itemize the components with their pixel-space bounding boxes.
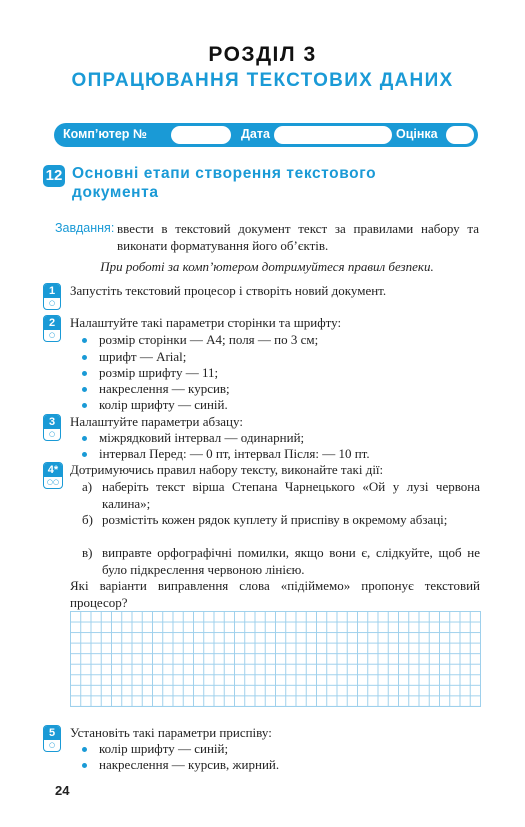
answer-grid[interactable] xyxy=(70,611,481,707)
safety-note: При роботі за комп’ютером дотримуйтеся правил безпеки. xyxy=(100,259,434,274)
page-number: 24 xyxy=(55,783,70,798)
lesson-title: Основні етапи створення текстового документа xyxy=(72,165,377,201)
list-item: накреслення — курсив, жирний. xyxy=(82,757,279,774)
list-item: колір шрифту — синій; xyxy=(82,741,228,758)
list-item: шрифт — Arial; xyxy=(82,349,186,366)
list-item: міжрядковий інтервал — одинарний; xyxy=(82,430,304,447)
sub-item-letter: б) xyxy=(82,512,93,527)
bullet-icon xyxy=(82,747,87,752)
sub-item-letter: а) xyxy=(82,479,93,494)
task-label: Завдання: xyxy=(55,221,115,235)
step-1-badge xyxy=(43,283,61,310)
bullet-icon xyxy=(82,452,87,457)
circle-icon: ○○ xyxy=(46,478,60,486)
bullet-icon xyxy=(82,355,87,360)
step-2-text: Налаштуйте такі параметри сторінки та шрифту: xyxy=(70,315,342,330)
bullet-icon xyxy=(82,403,87,408)
computer-label: Комп’ютер № xyxy=(63,127,147,141)
step-1-text: Запустіть текстовий процесор і створіть новий документ. xyxy=(70,283,387,298)
list-item: розмір шрифту — 11; xyxy=(82,365,218,382)
step-5-number: 5 xyxy=(44,726,60,740)
date-field[interactable] xyxy=(274,126,392,144)
section-heading: РОЗДІЛ 3 xyxy=(208,43,317,66)
list-item: колір шрифту — синій. xyxy=(82,397,228,414)
list-item: інтервал Перед: — 0 пт, інтервал Після: — 10 пт. xyxy=(82,446,370,463)
step-5-text: Установіть такі параметри приспіву: xyxy=(70,725,272,740)
sub-item-text: розмістіть кожен рядок куплету й приспіву в окремому абзаці; xyxy=(102,512,448,527)
step-5-badge xyxy=(43,725,61,752)
sub-item-letter: в) xyxy=(82,545,93,560)
grade-label: Оцінка xyxy=(396,127,438,141)
sub-item-text: наберіть текст вірша Степана Чарнецького «Ой у лузі червона калина»; xyxy=(102,479,480,511)
sub-item-text: виправте орфографічні помилки, якщо вони є, слідкуйте, щоб не було підкреслення червоною лінією. xyxy=(102,545,480,577)
lesson-number-badge: 12 xyxy=(43,165,65,187)
bullet-icon xyxy=(82,436,87,441)
step-4-badge xyxy=(43,462,63,489)
step-2-badge xyxy=(43,315,61,342)
bullet-icon xyxy=(82,387,87,392)
step-3-number: 3 xyxy=(44,415,60,429)
computer-number-field[interactable] xyxy=(171,126,231,144)
step-4-number: 4* xyxy=(44,463,62,477)
step-1-number: 1 xyxy=(44,284,60,298)
sub-item-b xyxy=(82,512,480,529)
step-3-text: Налаштуйте параметри абзацу: xyxy=(70,414,243,429)
student-info-bar xyxy=(54,123,478,147)
step-4-text: Дотримуючись правил набору тексту, виконайте такі дії: xyxy=(70,462,384,477)
list-item: накреслення — курсив; xyxy=(82,381,230,398)
circle-icon: ○ xyxy=(48,430,56,438)
list-item: розмір сторінки — А4; поля — по 3 см; xyxy=(82,332,318,349)
bullet-icon xyxy=(82,763,87,768)
step-2-number: 2 xyxy=(44,316,60,330)
sub-item-a xyxy=(82,479,480,512)
grade-field[interactable] xyxy=(446,126,474,144)
circle-icon: ○ xyxy=(48,331,56,339)
circle-icon: ○ xyxy=(48,299,56,307)
task-text: ввести в текстовий документ текст за правилами набору та виконати форматування його об’єктів. xyxy=(117,221,479,253)
sub-item-c xyxy=(82,545,480,578)
step-4-question: Які варіанти виправлення слова «підіймемо» пропонує текстовий процесор? xyxy=(70,578,480,610)
step-3-badge xyxy=(43,414,61,441)
date-label: Дата xyxy=(241,127,270,141)
chapter-heading: ОПРАЦЮВАННЯ ТЕКСТОВИХ ДАНИХ xyxy=(71,70,454,91)
circle-icon: ○ xyxy=(48,741,56,749)
bullet-icon xyxy=(82,338,87,343)
bullet-icon xyxy=(82,371,87,376)
